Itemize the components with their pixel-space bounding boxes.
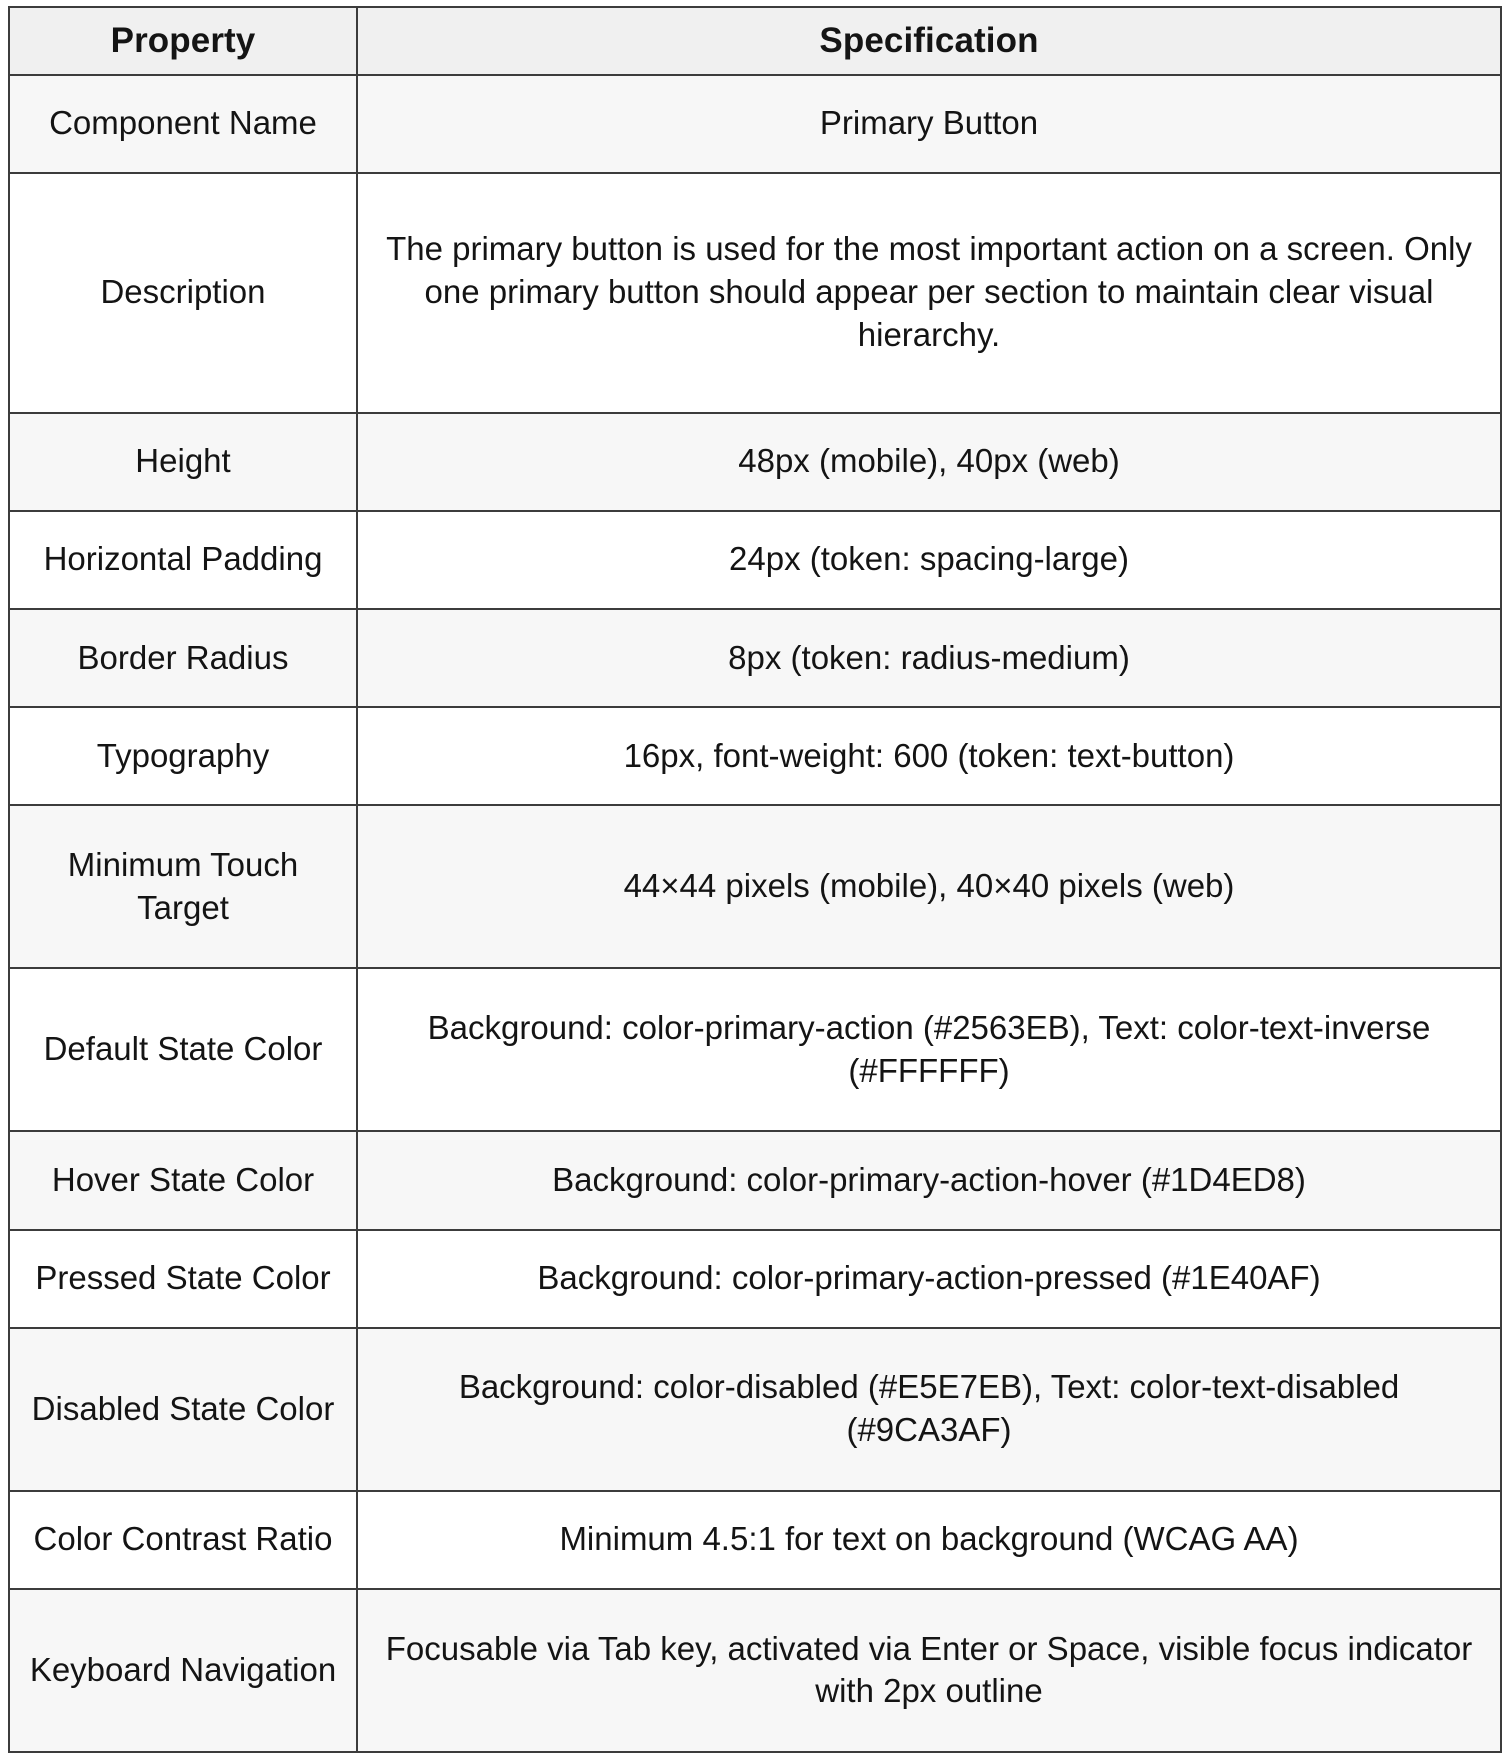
specification-cell: Background: color-primary-action-hover (#1D4ED8) bbox=[357, 1131, 1501, 1229]
table-row bbox=[9, 1131, 1501, 1229]
table-row bbox=[9, 805, 1501, 968]
property-cell: Disabled State Color bbox=[9, 1328, 357, 1491]
specification-cell: Minimum 4.5:1 for text on background (WCAG AA) bbox=[357, 1491, 1501, 1589]
table-body bbox=[9, 75, 1501, 1753]
property-cell: Component Name bbox=[9, 75, 357, 173]
component-specification-table bbox=[8, 6, 1502, 1753]
table-header bbox=[9, 7, 1501, 75]
specification-cell: Focusable via Tab key, activated via Enter or Space, visible focus indicator with 2px outline bbox=[357, 1589, 1501, 1752]
table-row bbox=[9, 1491, 1501, 1589]
property-cell: Pressed State Color bbox=[9, 1230, 357, 1328]
table-row bbox=[9, 173, 1501, 413]
table-row bbox=[9, 609, 1501, 707]
column-header-specification: Specification bbox=[357, 7, 1501, 75]
property-cell: Typography bbox=[9, 707, 357, 805]
specification-cell: Background: color-disabled (#E5E7EB), Text: color-text-disabled (#9CA3AF) bbox=[357, 1328, 1501, 1491]
specification-cell: Background: color-primary-action-pressed (#1E40AF) bbox=[357, 1230, 1501, 1328]
table-row bbox=[9, 1230, 1501, 1328]
table-row bbox=[9, 707, 1501, 805]
property-cell: Height bbox=[9, 413, 357, 511]
table-row bbox=[9, 511, 1501, 609]
table-row bbox=[9, 968, 1501, 1131]
column-header-property: Property bbox=[9, 7, 357, 75]
specification-cell: 24px (token: spacing-large) bbox=[357, 511, 1501, 609]
table-row bbox=[9, 1589, 1501, 1752]
specification-cell: 8px (token: radius-medium) bbox=[357, 609, 1501, 707]
specification-cell: 16px, font-weight: 600 (token: text-button) bbox=[357, 707, 1501, 805]
property-cell: Keyboard Navigation bbox=[9, 1589, 357, 1752]
specification-cell: 48px (mobile), 40px (web) bbox=[357, 413, 1501, 511]
specification-cell: Background: color-primary-action (#2563EB), Text: color-text-inverse (#FFFFFF) bbox=[357, 968, 1501, 1131]
specification-cell: The primary button is used for the most important action on a screen. Only one primary button should appear per section to maintain clear visual hierarchy. bbox=[357, 173, 1501, 413]
table-row bbox=[9, 75, 1501, 173]
property-cell: Horizontal Padding bbox=[9, 511, 357, 609]
table-row bbox=[9, 413, 1501, 511]
property-cell: Description bbox=[9, 173, 357, 413]
specification-cell: 44×44 pixels (mobile), 40×40 pixels (web) bbox=[357, 805, 1501, 968]
property-cell: Minimum Touch Target bbox=[9, 805, 357, 968]
table-row bbox=[9, 1328, 1501, 1491]
table-header-row bbox=[9, 7, 1501, 75]
property-cell: Default State Color bbox=[9, 968, 357, 1131]
property-cell: Border Radius bbox=[9, 609, 357, 707]
specification-cell: Primary Button bbox=[357, 75, 1501, 173]
property-cell: Color Contrast Ratio bbox=[9, 1491, 357, 1589]
property-cell: Hover State Color bbox=[9, 1131, 357, 1229]
